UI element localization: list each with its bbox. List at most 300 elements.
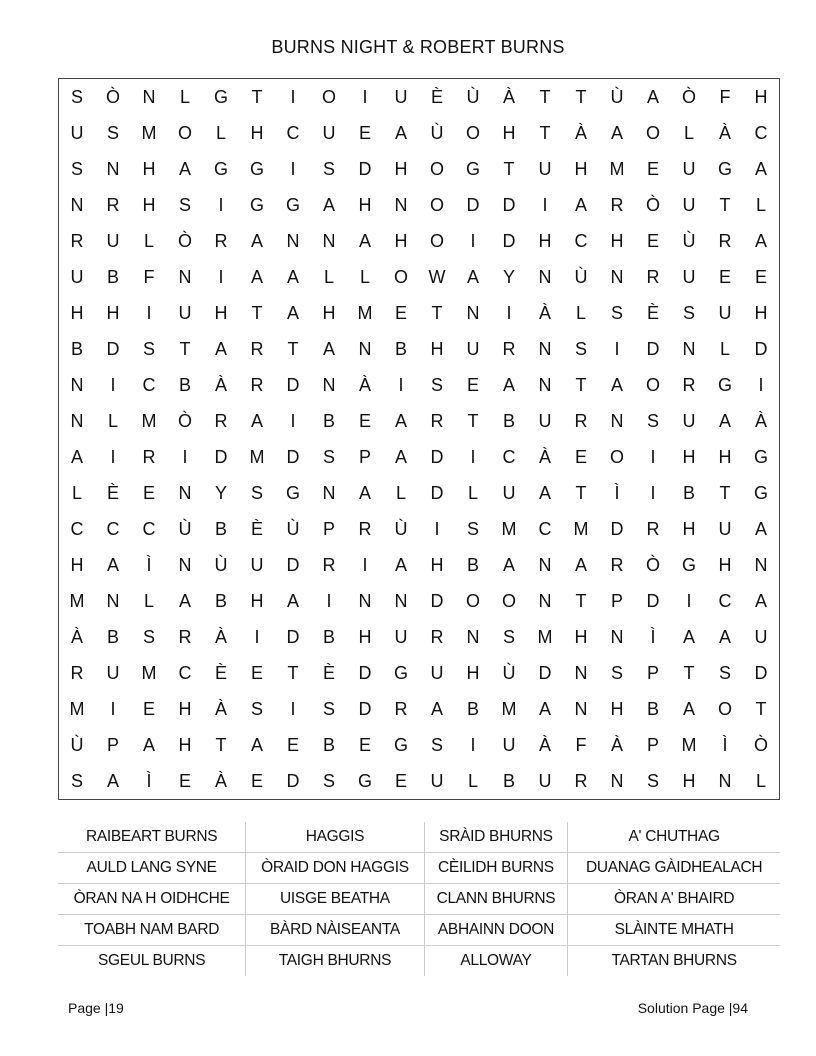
- grid-cell[interactable]: D: [358, 662, 372, 683]
- grid-cell[interactable]: À: [718, 122, 731, 143]
- grid-cell[interactable]: À: [574, 122, 587, 143]
- grid-cell[interactable]: H: [178, 698, 192, 719]
- grid-cell[interactable]: M: [537, 626, 553, 647]
- grid-cell[interactable]: U: [538, 770, 552, 791]
- grid-cell[interactable]: N: [538, 266, 552, 287]
- grid-cell[interactable]: M: [141, 122, 157, 143]
- grid-cell[interactable]: S: [250, 698, 263, 719]
- grid-cell[interactable]: D: [430, 446, 444, 467]
- grid-cell[interactable]: L: [323, 266, 334, 287]
- grid-cell[interactable]: Ù: [178, 518, 192, 539]
- grid-cell[interactable]: B: [178, 374, 191, 395]
- grid-cell[interactable]: G: [249, 158, 264, 179]
- grid-cell[interactable]: A: [754, 158, 767, 179]
- grid-cell[interactable]: Ì: [650, 626, 656, 647]
- grid-cell[interactable]: I: [290, 86, 296, 107]
- grid-cell[interactable]: A: [610, 374, 623, 395]
- grid-cell[interactable]: S: [430, 734, 443, 755]
- grid-cell[interactable]: S: [610, 662, 623, 683]
- grid-cell[interactable]: T: [575, 482, 587, 503]
- grid-cell[interactable]: I: [110, 698, 116, 719]
- grid-cell[interactable]: I: [290, 698, 296, 719]
- grid-cell[interactable]: A: [754, 518, 767, 539]
- grid-cell[interactable]: N: [466, 302, 480, 323]
- grid-cell[interactable]: U: [754, 626, 768, 647]
- grid-cell[interactable]: O: [501, 590, 516, 611]
- grid-cell[interactable]: H: [358, 626, 372, 647]
- grid-cell[interactable]: E: [142, 698, 155, 719]
- grid-cell[interactable]: L: [755, 194, 766, 215]
- grid-cell[interactable]: D: [358, 698, 372, 719]
- grid-cell[interactable]: S: [142, 626, 155, 647]
- grid-cell[interactable]: U: [106, 662, 120, 683]
- grid-cell[interactable]: S: [106, 122, 119, 143]
- grid-cell[interactable]: O: [429, 194, 444, 215]
- grid-cell[interactable]: B: [214, 590, 227, 611]
- grid-cell[interactable]: N: [754, 554, 768, 575]
- grid-cell[interactable]: L: [467, 770, 478, 791]
- grid-cell[interactable]: U: [70, 122, 84, 143]
- grid-cell[interactable]: A: [106, 770, 119, 791]
- grid-cell[interactable]: N: [718, 770, 732, 791]
- grid-cell[interactable]: H: [70, 302, 84, 323]
- grid-cell[interactable]: M: [501, 698, 517, 719]
- grid-cell[interactable]: E: [358, 410, 371, 431]
- grid-cell[interactable]: N: [106, 590, 120, 611]
- grid-cell[interactable]: N: [538, 338, 552, 359]
- grid-cell[interactable]: A: [502, 554, 515, 575]
- grid-cell[interactable]: U: [430, 770, 444, 791]
- grid-cell[interactable]: R: [646, 518, 660, 539]
- grid-cell[interactable]: C: [142, 518, 156, 539]
- grid-cell[interactable]: A: [394, 446, 407, 467]
- grid-cell[interactable]: E: [394, 770, 407, 791]
- grid-cell[interactable]: O: [609, 446, 624, 467]
- grid-cell[interactable]: À: [538, 302, 551, 323]
- grid-cell[interactable]: D: [646, 590, 660, 611]
- grid-cell[interactable]: I: [146, 302, 152, 323]
- grid-cell[interactable]: I: [758, 374, 764, 395]
- grid-cell[interactable]: D: [502, 230, 516, 251]
- grid-cell[interactable]: L: [395, 482, 406, 503]
- grid-cell[interactable]: R: [682, 374, 696, 395]
- grid-cell[interactable]: B: [502, 770, 515, 791]
- grid-cell[interactable]: B: [394, 338, 407, 359]
- grid-cell[interactable]: O: [465, 590, 480, 611]
- grid-cell[interactable]: H: [718, 446, 732, 467]
- grid-cell[interactable]: U: [682, 194, 696, 215]
- grid-cell[interactable]: R: [610, 194, 624, 215]
- grid-cell[interactable]: R: [250, 374, 264, 395]
- grid-cell[interactable]: A: [538, 482, 551, 503]
- grid-cell[interactable]: È: [250, 518, 263, 539]
- grid-cell[interactable]: T: [179, 338, 191, 359]
- grid-cell[interactable]: T: [215, 734, 227, 755]
- grid-cell[interactable]: S: [178, 194, 191, 215]
- grid-cell[interactable]: H: [538, 230, 552, 251]
- grid-cell[interactable]: U: [322, 122, 336, 143]
- grid-cell[interactable]: A: [574, 194, 587, 215]
- grid-cell[interactable]: H: [358, 194, 372, 215]
- grid-cell[interactable]: P: [610, 590, 623, 611]
- grid-cell[interactable]: Ò: [177, 410, 192, 431]
- grid-cell[interactable]: D: [466, 194, 480, 215]
- grid-cell[interactable]: E: [286, 734, 299, 755]
- grid-cell[interactable]: Ò: [753, 734, 768, 755]
- grid-cell[interactable]: N: [538, 374, 552, 395]
- grid-cell[interactable]: A: [574, 554, 587, 575]
- grid-cell[interactable]: C: [178, 662, 192, 683]
- grid-cell[interactable]: B: [106, 626, 119, 647]
- grid-cell[interactable]: A: [718, 626, 731, 647]
- grid-cell[interactable]: R: [250, 338, 264, 359]
- grid-cell[interactable]: A: [358, 230, 371, 251]
- grid-cell[interactable]: A: [718, 410, 731, 431]
- grid-cell[interactable]: I: [686, 590, 692, 611]
- grid-cell[interactable]: D: [430, 590, 444, 611]
- grid-cell[interactable]: I: [470, 230, 476, 251]
- grid-cell[interactable]: E: [466, 374, 479, 395]
- grid-cell[interactable]: O: [717, 698, 732, 719]
- grid-cell[interactable]: G: [393, 734, 408, 755]
- grid-cell[interactable]: T: [431, 302, 443, 323]
- grid-cell[interactable]: L: [107, 410, 118, 431]
- grid-cell[interactable]: S: [322, 770, 335, 791]
- grid-cell[interactable]: A: [322, 194, 335, 215]
- grid-cell[interactable]: G: [717, 158, 732, 179]
- grid-cell[interactable]: Ì: [146, 554, 152, 575]
- grid-cell[interactable]: A: [286, 266, 299, 287]
- grid-cell[interactable]: Ù: [214, 554, 228, 575]
- grid-cell[interactable]: I: [506, 302, 512, 323]
- grid-cell[interactable]: Ò: [645, 194, 660, 215]
- grid-cell[interactable]: A: [214, 338, 227, 359]
- grid-cell[interactable]: S: [502, 626, 515, 647]
- grid-cell[interactable]: U: [430, 662, 444, 683]
- grid-cell[interactable]: À: [214, 770, 227, 791]
- grid-cell[interactable]: T: [251, 86, 263, 107]
- grid-cell[interactable]: O: [177, 122, 192, 143]
- grid-cell[interactable]: M: [573, 518, 589, 539]
- grid-cell[interactable]: R: [358, 518, 372, 539]
- grid-cell[interactable]: Ì: [722, 734, 728, 755]
- grid-cell[interactable]: L: [575, 302, 586, 323]
- grid-cell[interactable]: R: [718, 230, 732, 251]
- grid-cell[interactable]: A: [250, 266, 263, 287]
- grid-cell[interactable]: G: [285, 482, 300, 503]
- grid-cell[interactable]: D: [358, 158, 372, 179]
- grid-cell[interactable]: M: [501, 518, 517, 539]
- grid-cell[interactable]: D: [286, 626, 300, 647]
- grid-cell[interactable]: À: [538, 446, 551, 467]
- grid-cell[interactable]: È: [646, 302, 659, 323]
- grid-cell[interactable]: À: [610, 734, 623, 755]
- grid-cell[interactable]: À: [502, 86, 515, 107]
- grid-cell[interactable]: M: [681, 734, 697, 755]
- grid-cell[interactable]: A: [178, 590, 191, 611]
- grid-cell[interactable]: T: [467, 410, 479, 431]
- grid-cell[interactable]: I: [110, 446, 116, 467]
- grid-cell[interactable]: E: [394, 302, 407, 323]
- grid-cell[interactable]: M: [357, 302, 373, 323]
- grid-cell[interactable]: À: [538, 734, 551, 755]
- grid-cell[interactable]: U: [682, 266, 696, 287]
- grid-cell[interactable]: D: [610, 518, 624, 539]
- grid-cell[interactable]: D: [754, 338, 768, 359]
- grid-cell[interactable]: E: [178, 770, 191, 791]
- grid-cell[interactable]: H: [178, 734, 192, 755]
- grid-cell[interactable]: H: [214, 302, 228, 323]
- grid-cell[interactable]: I: [542, 194, 548, 215]
- grid-cell[interactable]: Ò: [681, 86, 696, 107]
- grid-cell[interactable]: G: [753, 482, 768, 503]
- grid-cell[interactable]: A: [394, 554, 407, 575]
- grid-cell[interactable]: R: [574, 410, 588, 431]
- grid-cell[interactable]: L: [143, 230, 154, 251]
- grid-cell[interactable]: R: [646, 266, 660, 287]
- grid-cell[interactable]: D: [754, 662, 768, 683]
- grid-cell[interactable]: G: [465, 158, 480, 179]
- grid-cell[interactable]: T: [719, 194, 731, 215]
- grid-cell[interactable]: B: [682, 482, 695, 503]
- grid-cell[interactable]: G: [681, 554, 696, 575]
- grid-cell[interactable]: T: [719, 482, 731, 503]
- grid-cell[interactable]: Ù: [610, 86, 624, 107]
- grid-cell[interactable]: N: [682, 338, 696, 359]
- grid-cell[interactable]: Ò: [177, 230, 192, 251]
- grid-cell[interactable]: C: [754, 122, 768, 143]
- grid-cell[interactable]: M: [141, 410, 157, 431]
- grid-cell[interactable]: A: [250, 230, 263, 251]
- grid-cell[interactable]: A: [682, 626, 695, 647]
- grid-cell[interactable]: P: [646, 662, 659, 683]
- grid-cell[interactable]: S: [142, 338, 155, 359]
- grid-cell[interactable]: R: [214, 410, 228, 431]
- grid-cell[interactable]: N: [142, 86, 156, 107]
- grid-cell[interactable]: S: [430, 374, 443, 395]
- grid-cell[interactable]: H: [682, 446, 696, 467]
- grid-cell[interactable]: E: [646, 158, 659, 179]
- grid-cell[interactable]: U: [70, 266, 84, 287]
- grid-cell[interactable]: H: [142, 194, 156, 215]
- grid-cell[interactable]: S: [322, 698, 335, 719]
- grid-cell[interactable]: Ù: [286, 518, 300, 539]
- grid-cell[interactable]: H: [610, 698, 624, 719]
- grid-cell[interactable]: B: [466, 554, 479, 575]
- grid-cell[interactable]: Ù: [682, 230, 696, 251]
- grid-cell[interactable]: O: [429, 158, 444, 179]
- grid-cell[interactable]: U: [106, 230, 120, 251]
- grid-cell[interactable]: D: [286, 446, 300, 467]
- grid-cell[interactable]: E: [358, 734, 371, 755]
- grid-cell[interactable]: A: [646, 86, 659, 107]
- grid-cell[interactable]: I: [218, 194, 224, 215]
- grid-cell[interactable]: P: [358, 446, 371, 467]
- grid-cell[interactable]: H: [754, 86, 768, 107]
- grid-cell[interactable]: H: [250, 122, 264, 143]
- grid-cell[interactable]: M: [609, 158, 625, 179]
- grid-cell[interactable]: N: [610, 410, 624, 431]
- grid-cell[interactable]: S: [70, 770, 83, 791]
- grid-cell[interactable]: G: [753, 446, 768, 467]
- grid-cell[interactable]: È: [106, 482, 119, 503]
- grid-cell[interactable]: R: [70, 662, 84, 683]
- grid-cell[interactable]: N: [286, 230, 300, 251]
- grid-cell[interactable]: S: [250, 482, 263, 503]
- grid-cell[interactable]: A: [610, 122, 623, 143]
- grid-cell[interactable]: T: [287, 662, 299, 683]
- grid-cell[interactable]: D: [286, 554, 300, 575]
- grid-cell[interactable]: A: [286, 590, 299, 611]
- grid-cell[interactable]: A: [106, 554, 119, 575]
- grid-cell[interactable]: N: [70, 410, 84, 431]
- grid-cell[interactable]: N: [106, 158, 120, 179]
- grid-cell[interactable]: H: [70, 554, 84, 575]
- grid-cell[interactable]: U: [502, 734, 516, 755]
- grid-cell[interactable]: I: [218, 266, 224, 287]
- grid-cell[interactable]: A: [358, 482, 371, 503]
- grid-cell[interactable]: E: [754, 266, 767, 287]
- grid-cell[interactable]: A: [502, 374, 515, 395]
- grid-cell[interactable]: H: [250, 590, 264, 611]
- grid-cell[interactable]: L: [467, 482, 478, 503]
- grid-cell[interactable]: N: [610, 770, 624, 791]
- grid-cell[interactable]: I: [254, 626, 260, 647]
- grid-cell[interactable]: T: [251, 302, 263, 323]
- grid-cell[interactable]: N: [70, 194, 84, 215]
- grid-cell[interactable]: A: [250, 410, 263, 431]
- grid-cell[interactable]: C: [502, 446, 516, 467]
- grid-cell[interactable]: G: [717, 374, 732, 395]
- grid-cell[interactable]: Y: [214, 482, 227, 503]
- grid-cell[interactable]: N: [394, 194, 408, 215]
- grid-cell[interactable]: I: [434, 518, 440, 539]
- grid-cell[interactable]: À: [214, 626, 227, 647]
- grid-cell[interactable]: S: [466, 518, 479, 539]
- grid-cell[interactable]: N: [574, 698, 588, 719]
- grid-cell[interactable]: H: [682, 518, 696, 539]
- grid-cell[interactable]: N: [538, 590, 552, 611]
- grid-cell[interactable]: D: [286, 770, 300, 791]
- grid-cell[interactable]: T: [755, 698, 767, 719]
- grid-cell[interactable]: W: [428, 266, 446, 287]
- grid-cell[interactable]: Ò: [645, 554, 660, 575]
- grid-cell[interactable]: N: [322, 482, 336, 503]
- grid-cell[interactable]: E: [646, 230, 659, 251]
- grid-cell[interactable]: P: [106, 734, 119, 755]
- grid-cell[interactable]: À: [214, 698, 227, 719]
- grid-cell[interactable]: E: [574, 446, 587, 467]
- grid-cell[interactable]: Ù: [70, 734, 84, 755]
- grid-cell[interactable]: B: [106, 266, 119, 287]
- grid-cell[interactable]: N: [610, 266, 624, 287]
- grid-cell[interactable]: E: [358, 122, 371, 143]
- grid-cell[interactable]: H: [394, 158, 408, 179]
- grid-cell[interactable]: R: [394, 698, 408, 719]
- grid-cell[interactable]: R: [214, 230, 228, 251]
- grid-cell[interactable]: À: [214, 374, 227, 395]
- grid-cell[interactable]: D: [646, 338, 660, 359]
- grid-cell[interactable]: A: [754, 590, 767, 611]
- grid-cell[interactable]: H: [610, 230, 624, 251]
- grid-cell[interactable]: T: [287, 338, 299, 359]
- grid-cell[interactable]: H: [430, 338, 444, 359]
- grid-cell[interactable]: F: [575, 734, 587, 755]
- grid-cell[interactable]: M: [69, 590, 85, 611]
- grid-cell[interactable]: L: [143, 590, 154, 611]
- grid-cell[interactable]: U: [394, 626, 408, 647]
- grid-cell[interactable]: G: [357, 770, 372, 791]
- grid-cell[interactable]: È: [322, 662, 335, 683]
- grid-cell[interactable]: T: [539, 122, 551, 143]
- grid-cell[interactable]: T: [539, 86, 551, 107]
- grid-cell[interactable]: C: [286, 122, 300, 143]
- grid-cell[interactable]: A: [682, 698, 695, 719]
- grid-cell[interactable]: R: [322, 554, 336, 575]
- grid-cell[interactable]: B: [214, 518, 227, 539]
- grid-cell[interactable]: U: [718, 518, 732, 539]
- grid-cell[interactable]: O: [429, 230, 444, 251]
- grid-cell[interactable]: D: [286, 374, 300, 395]
- grid-cell[interactable]: F: [719, 86, 731, 107]
- grid-cell[interactable]: H: [322, 302, 336, 323]
- grid-cell[interactable]: N: [70, 374, 84, 395]
- grid-cell[interactable]: À: [754, 410, 767, 431]
- grid-cell[interactable]: U: [394, 86, 408, 107]
- grid-cell[interactable]: S: [322, 446, 335, 467]
- grid-cell[interactable]: N: [610, 626, 624, 647]
- grid-cell[interactable]: H: [502, 122, 516, 143]
- grid-cell[interactable]: A: [538, 698, 551, 719]
- grid-cell[interactable]: B: [466, 698, 479, 719]
- grid-cell[interactable]: N: [178, 554, 192, 575]
- grid-cell[interactable]: O: [393, 266, 408, 287]
- grid-cell[interactable]: I: [326, 590, 332, 611]
- grid-cell[interactable]: M: [141, 662, 157, 683]
- grid-cell[interactable]: T: [575, 86, 587, 107]
- grid-cell[interactable]: L: [719, 338, 730, 359]
- grid-cell[interactable]: U: [502, 482, 516, 503]
- grid-cell[interactable]: I: [362, 86, 368, 107]
- grid-cell[interactable]: A: [286, 302, 299, 323]
- grid-cell[interactable]: T: [683, 662, 695, 683]
- grid-cell[interactable]: R: [178, 626, 192, 647]
- grid-cell[interactable]: T: [575, 590, 587, 611]
- grid-cell[interactable]: O: [645, 374, 660, 395]
- grid-cell[interactable]: G: [213, 158, 228, 179]
- grid-cell[interactable]: R: [610, 554, 624, 575]
- grid-cell[interactable]: E: [718, 266, 731, 287]
- grid-cell[interactable]: B: [502, 410, 515, 431]
- grid-cell[interactable]: Ì: [146, 770, 152, 791]
- grid-cell[interactable]: U: [466, 338, 480, 359]
- grid-cell[interactable]: A: [754, 230, 767, 251]
- grid-cell[interactable]: A: [394, 410, 407, 431]
- grid-cell[interactable]: O: [465, 122, 480, 143]
- grid-cell[interactable]: Ù: [394, 518, 408, 539]
- grid-cell[interactable]: A: [178, 158, 191, 179]
- grid-cell[interactable]: Ù: [502, 662, 516, 683]
- grid-cell[interactable]: U: [718, 302, 732, 323]
- grid-cell[interactable]: Ù: [466, 86, 480, 107]
- grid-cell[interactable]: I: [470, 734, 476, 755]
- grid-cell[interactable]: S: [646, 410, 659, 431]
- grid-cell[interactable]: U: [538, 410, 552, 431]
- grid-cell[interactable]: N: [178, 482, 192, 503]
- grid-cell[interactable]: A: [466, 266, 479, 287]
- grid-cell[interactable]: I: [110, 374, 116, 395]
- grid-cell[interactable]: I: [470, 446, 476, 467]
